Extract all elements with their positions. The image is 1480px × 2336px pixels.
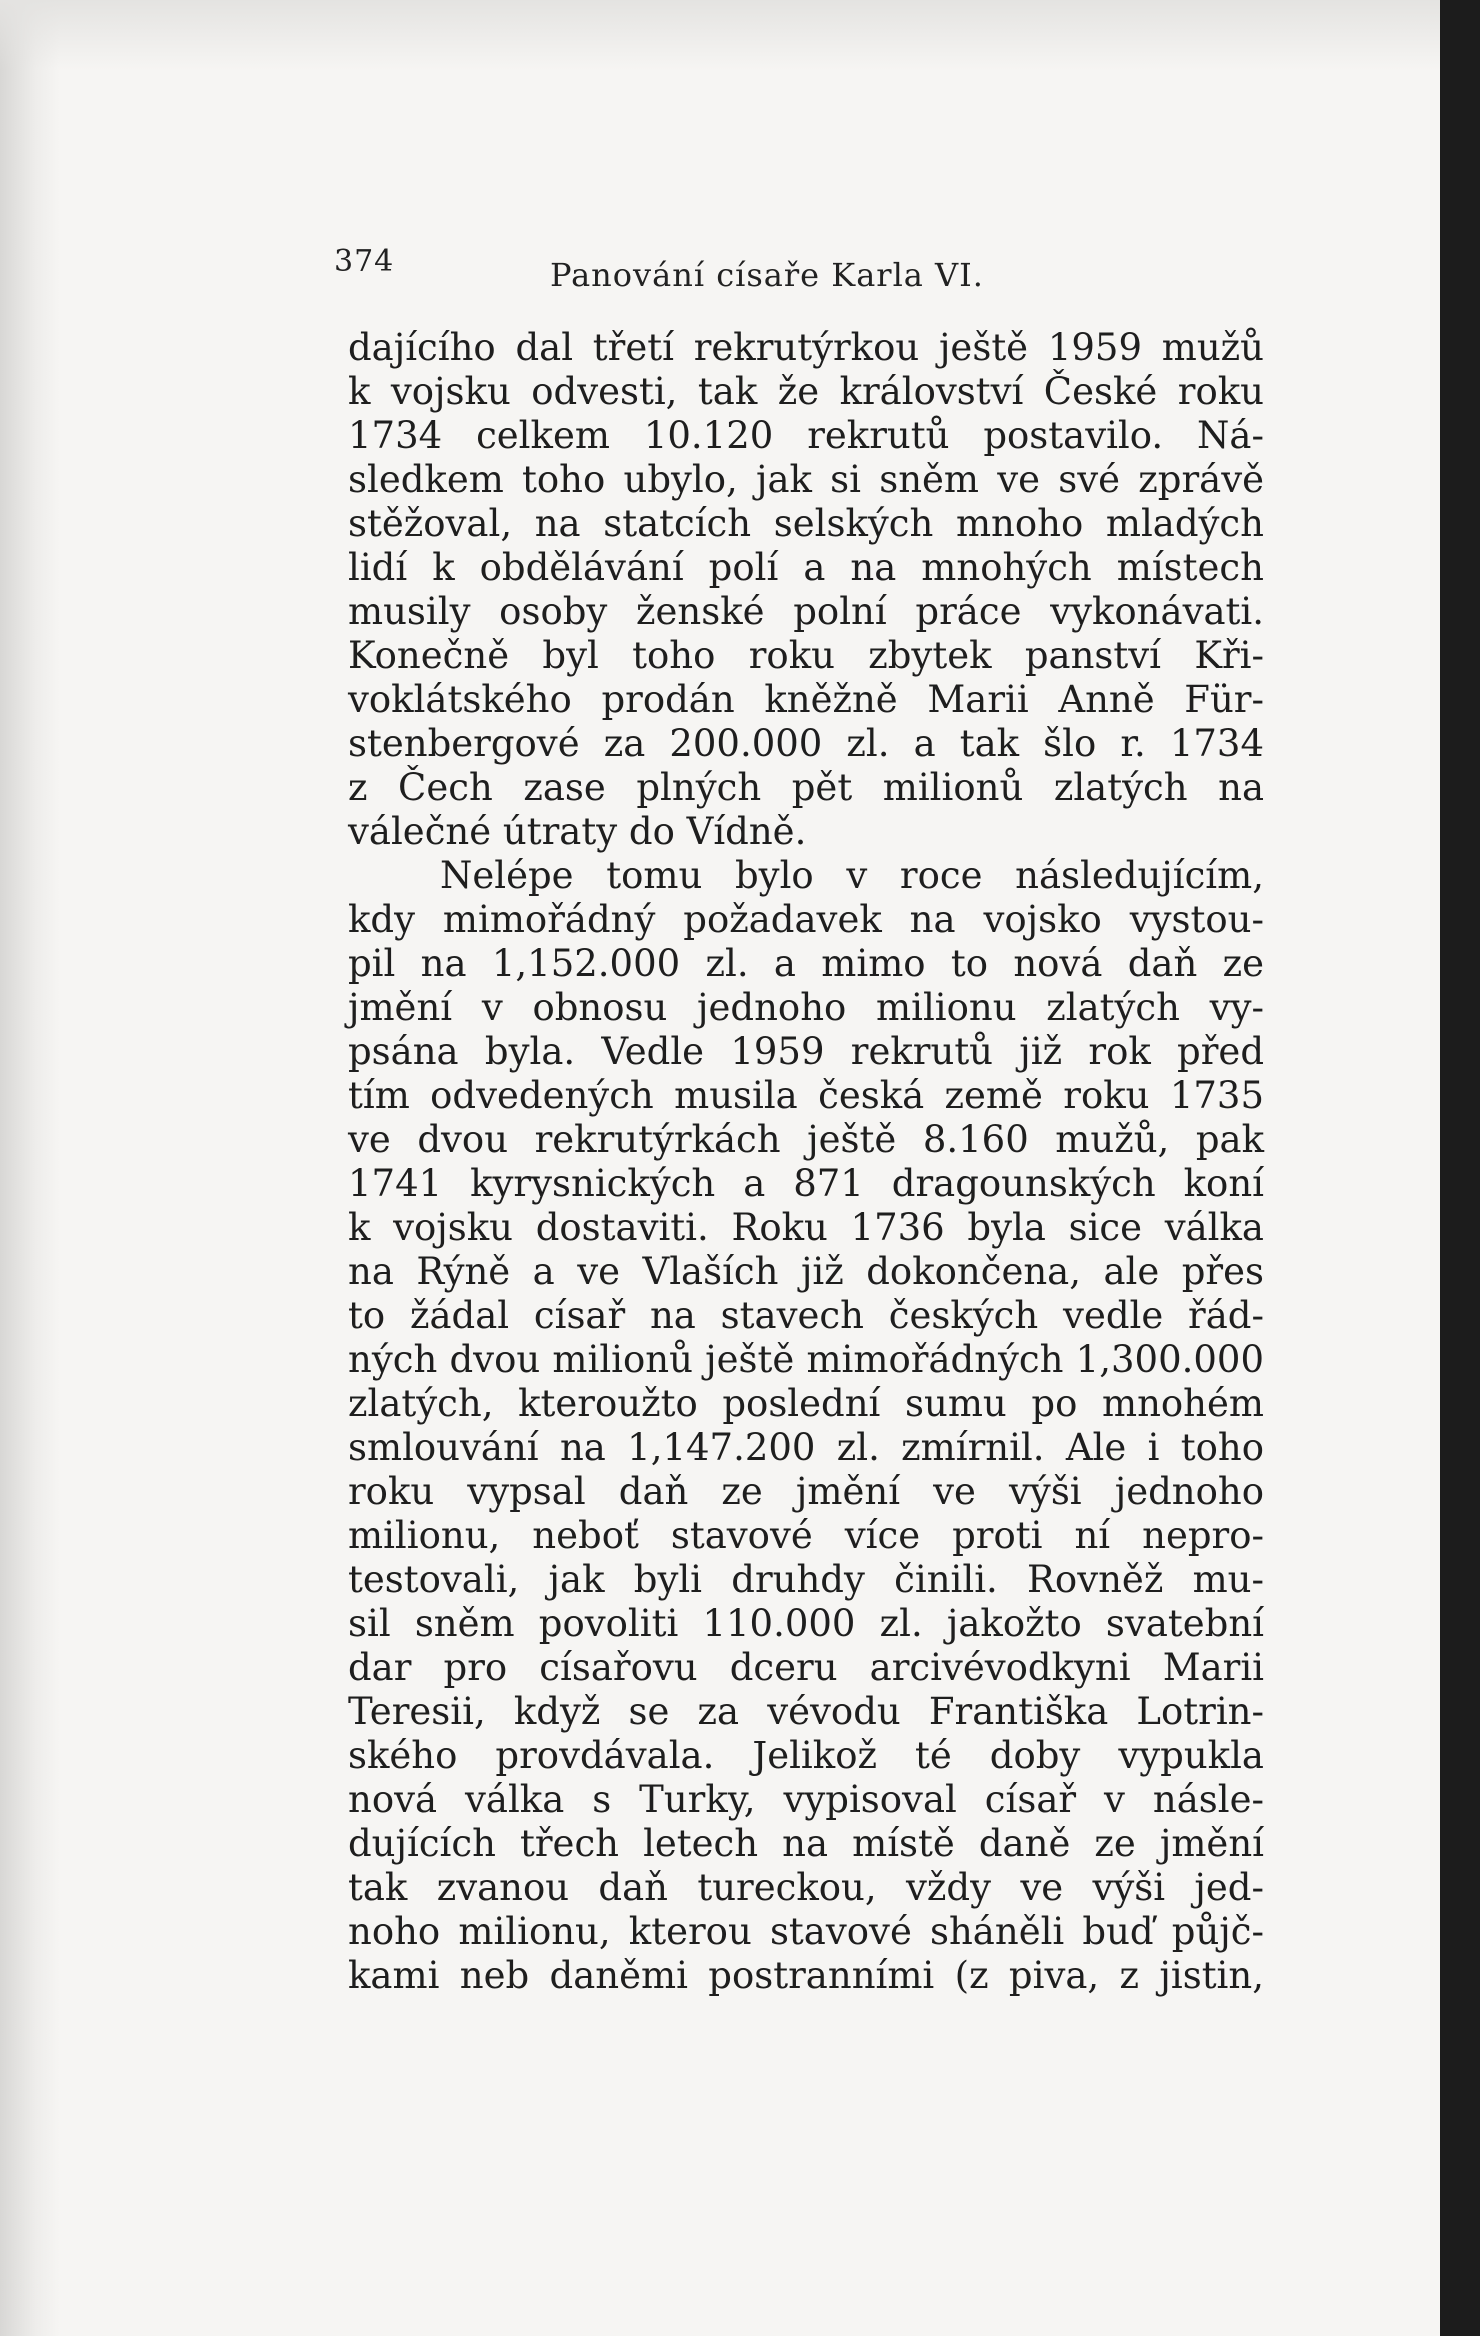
text-line: sil sněm povoliti 110.000 zl. jakožto svatební <box>348 1602 1264 1645</box>
text-line: dajícího dal třetí rekrutýrkou ještě 1959 mužů <box>348 326 1264 369</box>
text-line: pil na 1,152.000 zl. a mimo to nová daň ze <box>348 942 1264 985</box>
text-line: jmění v obnosu jednoho milionu zlatých vy- <box>348 986 1264 1029</box>
text-line: ných dvou milionů ještě mimořádných 1,300.000 <box>348 1338 1264 1381</box>
text-line: dujících třech letech na místě daně ze jmění <box>348 1822 1264 1865</box>
text-line: to žádal císař na stavech českých vedle řád- <box>348 1294 1264 1337</box>
text-line: milionu, neboť stavové více proti ní nepro- <box>348 1514 1264 1557</box>
top-shadow <box>0 0 1440 70</box>
running-title: Panování císaře Karla VI. <box>550 256 984 294</box>
text-line: Teresii, když se za vévodu Františka Lotrin- <box>348 1690 1264 1733</box>
text-line: ve dvou rekrutýrkách ještě 8.160 mužů, pak <box>348 1118 1264 1161</box>
text-line: zlatých, kteroužto poslední sumu po mnohém <box>348 1382 1264 1425</box>
text-line: psána byla. Vedle 1959 rekrutů již rok před <box>348 1030 1264 1073</box>
text-line: roku vypsal daň ze jmění ve výši jednoho <box>348 1470 1264 1513</box>
text-line: kami neb daněmi postranními (z piva, z jistin, <box>348 1954 1264 1997</box>
text-line: stenbergové za 200.000 zl. a tak šlo r. 1734 <box>348 722 1264 765</box>
text-line: musily osoby ženské polní práce vykonávati. <box>348 590 1264 633</box>
text-line: z Čech zase plných pět milionů zlatých na <box>348 766 1264 809</box>
page-header <box>334 244 1264 294</box>
text-line: smlouvání na 1,147.200 zl. zmírnil. Ale i toho <box>348 1426 1264 1469</box>
text-line: k vojsku dostaviti. Roku 1736 byla sice válka <box>348 1206 1264 1249</box>
text-line: tak zvanou daň tureckou, vždy ve výši jed- <box>348 1866 1264 1909</box>
text-line: Konečně byl toho roku zbytek panství Kři- <box>348 634 1264 677</box>
page-number: 374 <box>334 244 395 279</box>
text-line: testovali, jak byli druhdy činili. Rovněž mu- <box>348 1558 1264 1601</box>
text-line: nová válka s Turky, vypisoval císař v násle- <box>348 1778 1264 1821</box>
text-line: stěžoval, na statcích selských mnoho mladých <box>348 502 1264 545</box>
text-line: dar pro císařovu dceru arcivévodkyni Marii <box>348 1646 1264 1689</box>
text-line: noho milionu, kterou stavové sháněli buď půjč- <box>348 1910 1264 1953</box>
text-line: k vojsku odvesti, tak že království České roku <box>348 370 1264 413</box>
text-line: 1741 kyrysnických a 871 dragounských koní <box>348 1162 1264 1205</box>
body-text <box>348 326 1264 1998</box>
text-line: válečné útraty do Vídně. <box>348 810 807 853</box>
text-line: lidí k obdělávání polí a na mnohých místech <box>348 546 1264 589</box>
text-line: 1734 celkem 10.120 rekrutů postavilo. Ná- <box>348 414 1264 457</box>
text-line: na Rýně a ve Vlaších již dokončena, ale přes <box>348 1250 1264 1293</box>
scan-edge <box>1440 0 1480 2336</box>
text-line: ského provdávala. Jelikož té doby vypukla <box>348 1734 1264 1777</box>
text-line: tím odvedených musila česká země roku 1735 <box>348 1074 1264 1117</box>
text-line: sledkem toho ubylo, jak si sněm ve své zprávě <box>348 458 1264 501</box>
text-line: kdy mimořádný požadavek na vojsko vystou- <box>348 898 1264 941</box>
gutter-shadow <box>0 0 60 2336</box>
text-line: Nelépe tomu bylo v roce následujícím, <box>440 854 1264 897</box>
text-line: voklátského prodán kněžně Marii Anně Für- <box>348 678 1264 721</box>
